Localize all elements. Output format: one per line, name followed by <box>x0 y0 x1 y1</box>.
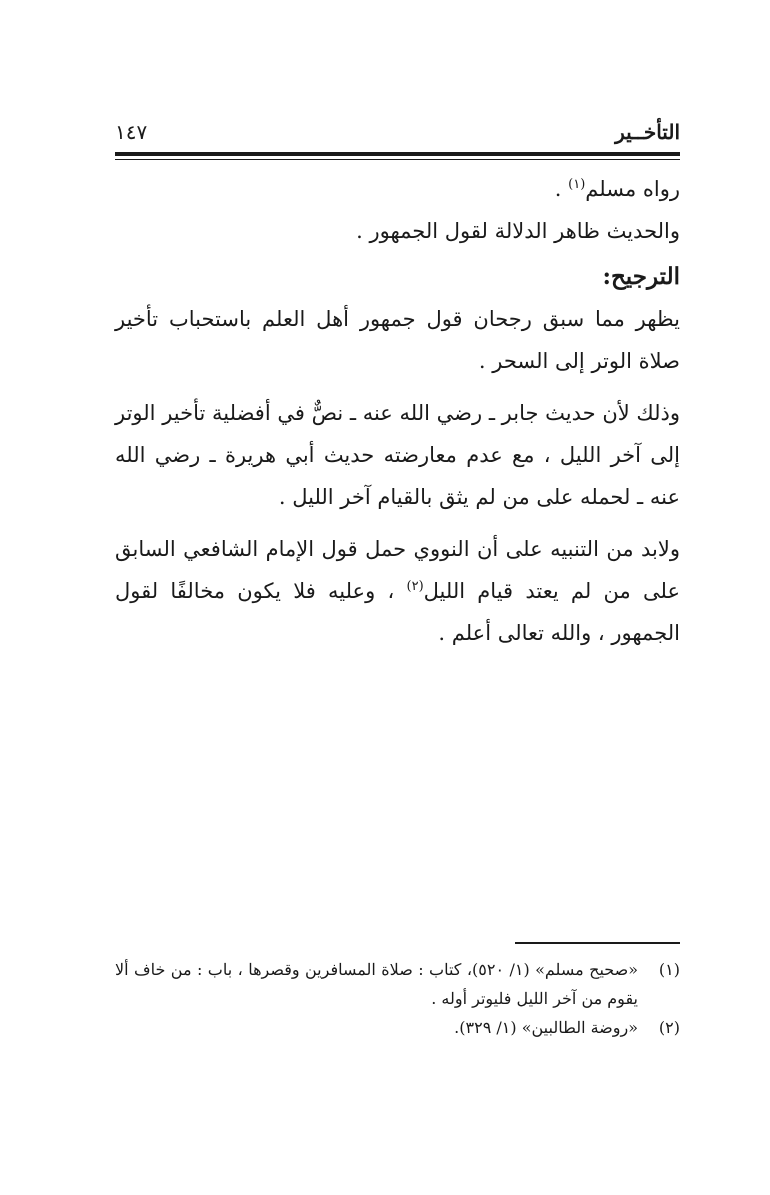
chapter-title: التأخــير <box>615 120 680 144</box>
footnote-ref-2[interactable]: (٢) <box>406 579 424 594</box>
footnote-1 <box>115 955 680 1013</box>
paragraph-5: ولابد من التنبيه على أن النووي حمل قول الإمام الشافعي السابق على من لم يعتد قيام الليل$^{(٢)}$ ، وعليه فلا يكون مخالفًا لقول الجمهور ، والله تعالى أعلم . <box>115 537 680 645</box>
section-heading: الترجيح: <box>602 263 680 290</box>
header-rule-thin <box>115 159 680 160</box>
paragraph-2: والحديث ظاهر الدلالة لقول الجمهور . <box>356 219 680 243</box>
header-rule-thick <box>115 152 680 156</box>
footnote-separator <box>515 942 680 944</box>
footnote-2 <box>115 1013 680 1042</box>
paragraph-3: يظهر مما سبق رجحان قول جمهور أهل العلم باستحباب تأخير صلاة الوتر إلى السحر . <box>115 307 680 373</box>
footnote-marker: (١) <box>658 960 680 979</box>
footnotes <box>115 955 680 1042</box>
paragraph-4: وذلك لأن حديث جابر ـ رضي الله عنه ـ نصٌّ في أفضلية تأخير الوتر إلى آخر الليل ، مع عدم معارضته حديث أبي هريرة ـ رضي الله عنه ـ لحمله على من لم يثق بالقيام آخر الليل . <box>115 401 680 509</box>
main-text <box>115 168 680 654</box>
footnote-ref-1[interactable]: (١) <box>568 177 586 192</box>
footnote-marker: (٢) <box>658 1018 680 1037</box>
footnote-text: «صحيح مسلم» (١/ ٥٢٠)، كتاب : صلاة المسافرين وقصرها ، باب : من خاف ألا يقوم من آخر الليل فليوتر أوله . <box>115 960 638 1008</box>
running-header <box>115 118 680 148</box>
page-number: ١٤٧ <box>115 120 148 144</box>
footnote-text: «روضة الطالبين» (١/ ٣٢٩). <box>454 1018 638 1037</box>
paragraph-1: رواه مسلم$^{(١)}$ . <box>554 177 680 201</box>
